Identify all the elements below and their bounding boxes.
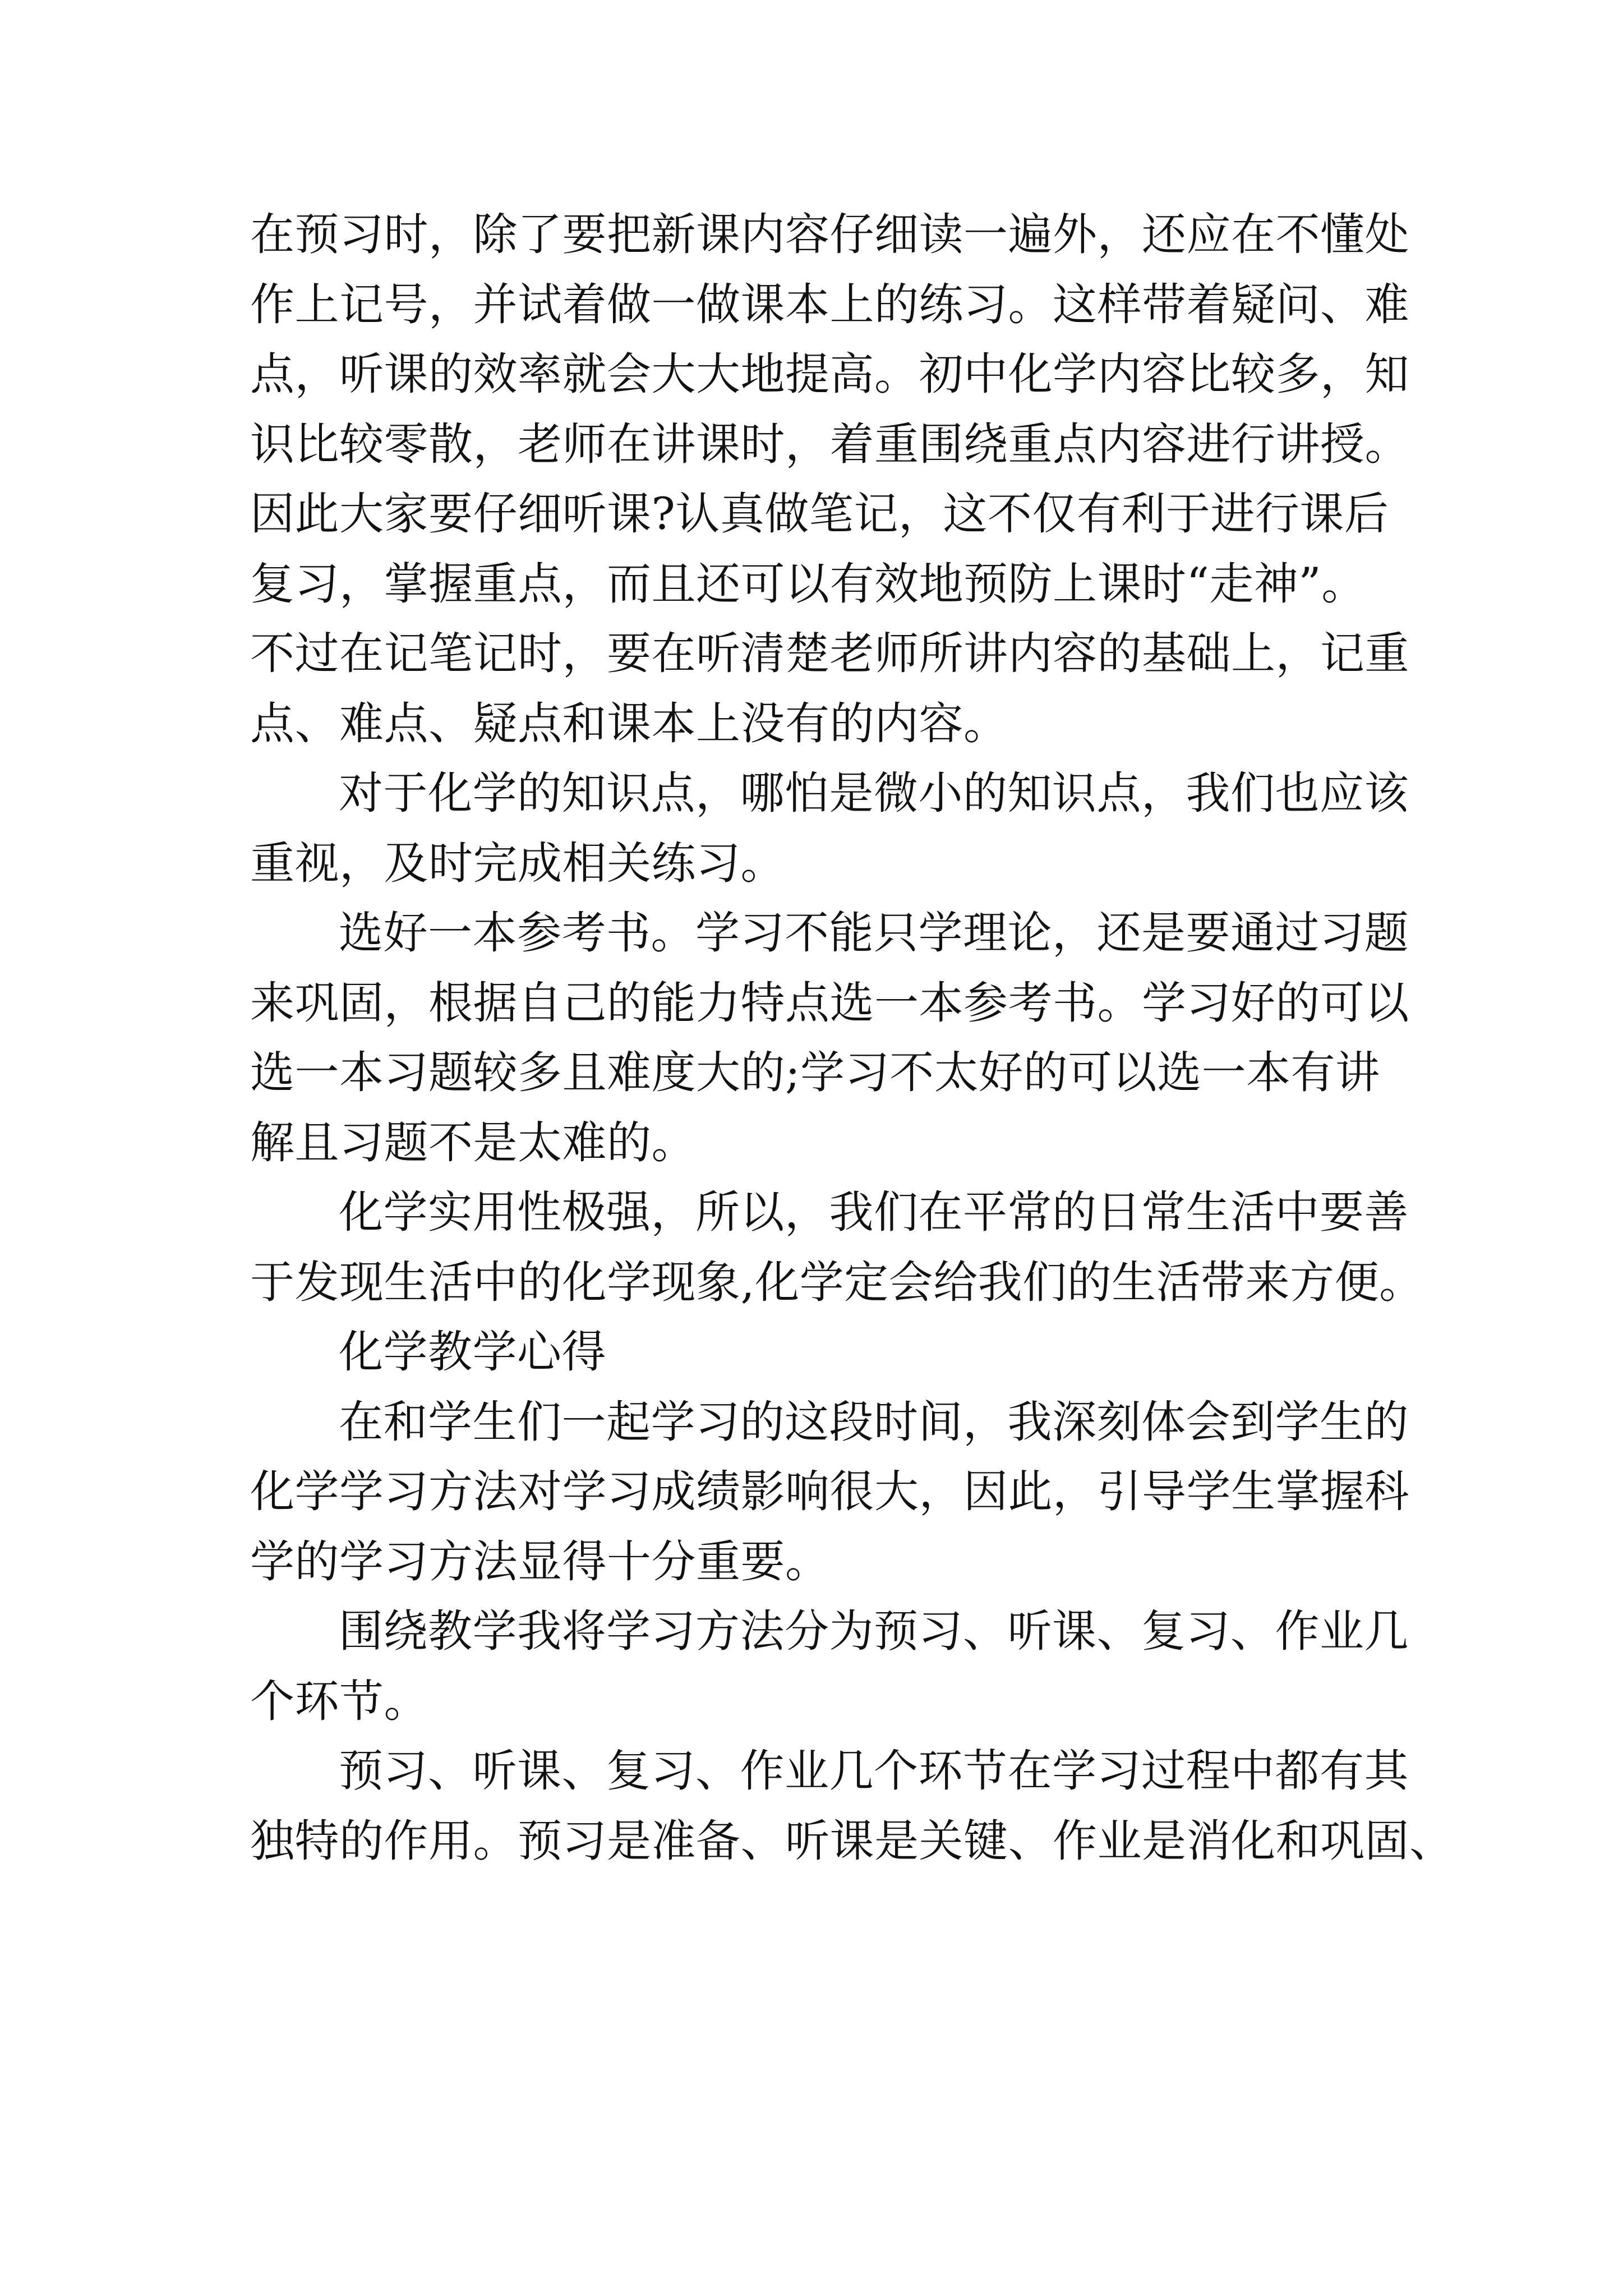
text-line: 选一本习题较多且难度大的;学习不太好的可以选一本有讲 [250, 1047, 1380, 1098]
text-line: 因此大家要仔细听课?认真做笔记，这不仅有利于进行课后 [250, 488, 1389, 540]
text-line: 复习，掌握重点，而且还可以有效地预防上课时“走神”。 [250, 558, 1366, 610]
text-line: 作上记号，并试着做一做课本上的练习。这样带着疑问、难 [250, 278, 1409, 330]
text-line: 在和学生们一起学习的这段时间，我深刻体会到学生的 [339, 1396, 1409, 1448]
text-line: 对于化学的知识点，哪怕是微小的知识点，我们也应该 [339, 767, 1409, 819]
text-line: 不过在记笔记时，要在听清楚老师所讲内容的基础上，记重 [250, 628, 1409, 679]
text-line: 化学学习方法对学习成绩影响很大，因此，引导学生掌握科 [250, 1466, 1409, 1517]
text-line: 点、难点、疑点和课本上没有的内容。 [250, 697, 1008, 749]
text-line: 学的学习方法显得十分重要。 [250, 1535, 830, 1588]
text-line: 预习、听课、复习、作业几个环节在学习过程中都有其 [339, 1745, 1409, 1797]
body-text [250, 200, 1454, 1876]
section-heading: 化学教学心得 [339, 1326, 606, 1378]
text-line: 围绕教学我将学习方法分为预习、听课、复习、作业几 [339, 1605, 1409, 1657]
text-line: 在预习时，除了要把新课内容仔细读一遍外，还应在不懂处 [250, 209, 1409, 260]
text-line: 独特的作用。预习是准备、听课是关键、作业是消化和巩固、 [250, 1815, 1454, 1867]
text-line: 于发现生活中的化学现象,化学定会给我们的生活带来方便。 [250, 1256, 1424, 1308]
text-line: 解且习题不是太难的。 [250, 1116, 696, 1168]
text-line: 化学实用性极强，所以，我们在平常的日常生活中要善 [339, 1186, 1409, 1238]
text-line: 重视，及时完成相关练习。 [250, 837, 785, 889]
text-line: 个环节。 [250, 1675, 428, 1727]
text-line: 点，听课的效率就会大大地提高。初中化学内容比较多，知 [250, 348, 1409, 400]
text-line: 选好一本参考书。学习不能只学理论，还是要通过习题 [339, 907, 1409, 959]
text-line: 来巩固，根据自己的能力特点选一本参考书。学习好的可以 [250, 977, 1409, 1029]
text-line: 识比较零散，老师在讲课时，着重围绕重点内容进行讲授。 [250, 418, 1409, 470]
